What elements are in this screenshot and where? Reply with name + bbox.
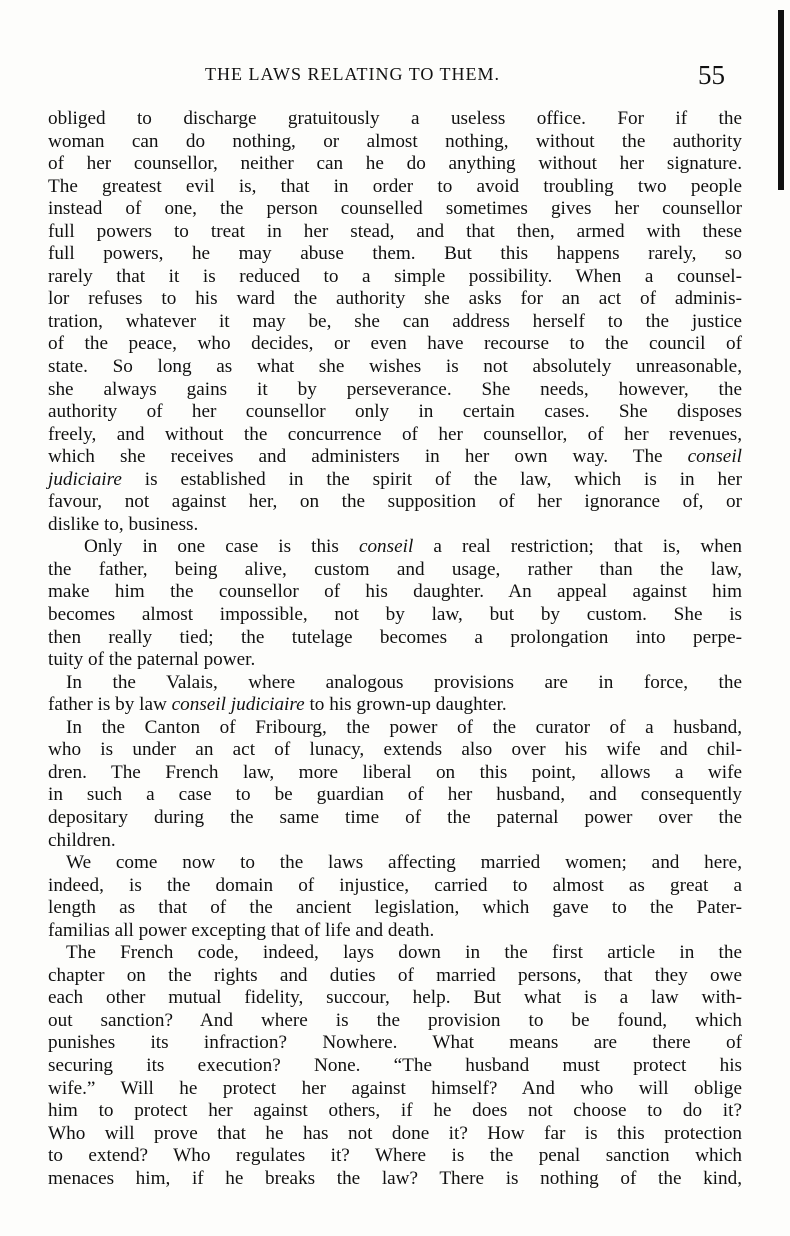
text-line: In the Valais, where analogous provisions are in force, the [66,671,742,693]
text-line: indeed, is the domain of injustice, carried to almost as great a [48,874,742,896]
text-line: make him the counsellor of his daughter. An appeal against him [48,581,742,603]
text-line: judiciaire is established in the spirit of the law, which is in her [48,468,742,490]
text-line: tuity of the paternal power. [48,649,256,671]
text-line: The French code, indeed, lays down in the first article in the [66,942,742,964]
text-line: of the peace, who decides, or even have recourse to the council of [48,333,742,355]
text-line: to extend? Who regulates it? Where is the penal sanction which [48,1145,742,1167]
text-line: state. So long as what she wishes is not absolutely unreasonable, [48,356,742,378]
italic-term: conseil judiciaire [171,694,305,716]
running-head [0,60,790,90]
text-line: familias all power excepting that of life and death. [48,919,435,941]
text-line: dislike to, business. [48,513,199,535]
text-line: of her counsellor, neither can he do anything without her signature. [48,153,742,175]
text-line: rarely that it is reduced to a simple possibility. When a counsel- [48,265,742,287]
text-line: authority of her counsellor only in certain cases. She disposes [48,401,742,423]
text-line: full powers to treat in her stead, and that then, armed with these [48,220,742,242]
text-line: which she receives and administers in her own way. The conseil [48,446,742,468]
text-line: menaces him, if he breaks the law? There is nothing of the kind, [48,1167,742,1189]
text-line: dren. The French law, more liberal on this point, allows a wife [48,761,742,783]
text-line: him to protect her against others, if he does not choose to do it? [48,1100,742,1122]
paragraph-5 [48,852,742,942]
text-line: The greatest evil is, that in order to avoid troubling two people [48,175,742,197]
paragraph-2 [48,536,742,671]
text-line: tration, whatever it may be, she can address herself to the justice [48,310,742,332]
text-line: freely, and without the concurrence of her counsellor, of her revenues, [48,423,742,445]
page-edge-rule [778,10,784,190]
text-line: the father, being alive, custom and usage, rather than the law, [48,558,742,580]
text-line: full powers, he may abuse them. But this happens rarely, so [48,243,742,265]
text-line: obliged to discharge gratuitously a useless office. For if the [48,108,742,129]
text-line: length as that of the ancient legislation, which gave to the Pater- [48,897,742,919]
text-line: securing its execution? None. “The husband must protect his [48,1054,742,1076]
text-line: lor refuses to his ward the authority she asks for an act of adminis- [48,288,742,310]
text-line: out sanction? And where is the provision to be found, which [48,1009,742,1031]
text-line: wife.” Will he protect her against himself? And who will oblige [48,1077,742,1099]
text-line: Only in one case is this conseil a real restriction; that is, when [84,536,742,558]
page-number: 55 [698,60,725,90]
text-line: who is under an act of lunacy, extends also over his wife and chil- [48,739,742,761]
text-line: chapter on the rights and duties of married persons, that they owe [48,964,742,986]
text-line: We come now to the laws affecting married women; and here, [66,852,742,874]
text-body [48,108,742,1190]
text-line: woman can do nothing, or almost nothing, without the authority [48,130,742,152]
paragraph-6 [48,942,742,1190]
paragraph-4 [48,717,742,852]
text-line: children. [48,829,116,851]
running-title: THE LAWS RELATING TO THEM. [205,64,501,84]
text-line: becomes almost impossible, not by law, but by custom. She is [48,604,742,626]
text-line: instead of one, the person counselled sometimes gives her counsellor [48,198,742,220]
text-line: father is by law conseil judiciaire to his grown-up daughter. [48,694,507,716]
text-line: she always gains it by perseverance. She needs, however, the [48,378,742,400]
text-line: each other mutual fidelity, succour, help. But what is a law with- [48,987,742,1009]
italic-term: judiciaire [48,468,122,490]
italic-term: conseil [687,446,742,468]
paragraph-1 [48,108,742,536]
text-line: In the Canton of Fribourg, the power of the curator of a husband, [66,716,742,738]
paragraph-3 [48,672,742,717]
text-line: Who will prove that he has not done it? How far is this protection [48,1122,742,1144]
text-line: favour, not against her, on the supposition of her ignorance of, or [48,491,742,513]
text-line: in such a case to be guardian of her husband, and consequently [48,784,742,806]
text-line: punishes its infraction? Nowhere. What means are there of [48,1032,742,1054]
text-line: then really tied; the tutelage becomes a prolongation into perpe- [48,626,742,648]
italic-term: conseil [358,536,414,558]
text-line: depositary during the same time of the paternal power over the [48,806,742,828]
